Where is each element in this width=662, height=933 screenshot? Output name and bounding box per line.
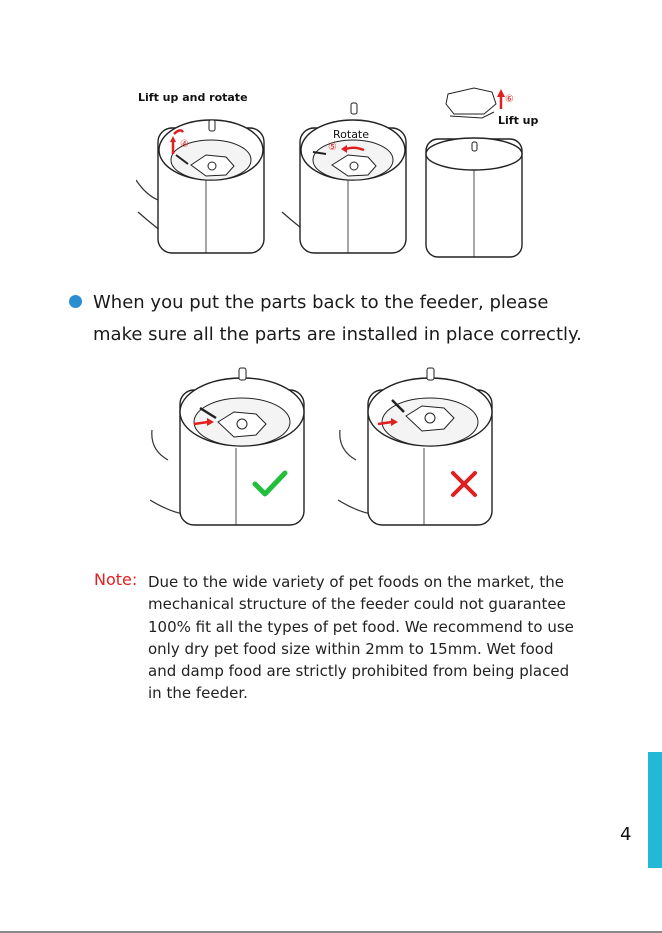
bullet-dot	[69, 295, 82, 308]
rotate-arrow-icon	[340, 142, 366, 156]
step-4-label: Lift up and rotate	[138, 91, 248, 104]
step-5-label: Rotate	[333, 128, 370, 141]
section-tab-bar	[648, 752, 662, 868]
step-4-number: ④	[180, 139, 189, 150]
page-number: 4	[620, 824, 632, 845]
note-text: Due to the wide variety of pet foods on the market, the mechanical structure of the feeder could not guarantee 100% fit all the types of pet food. We recommend to use only dry pet food size within 2mm to 15mm. Wet food and damp food are strictly prohibited from being placed in the feeder.	[148, 573, 574, 703]
feeder-step-4-illustration	[136, 100, 266, 260]
step-6-number: ⑥	[505, 94, 514, 105]
step-5-number: ⑤	[328, 142, 337, 153]
check-icon	[252, 470, 288, 498]
feeder-step-5-illustration	[280, 100, 410, 260]
note-label: Note:	[94, 570, 138, 589]
cross-icon	[450, 470, 478, 498]
correct-installation-illustration	[150, 360, 310, 530]
incorrect-installation-illustration	[338, 360, 498, 530]
feeder-step-6-illustration	[424, 84, 534, 264]
step-6-label: Lift up	[498, 114, 539, 127]
instruction-text: When you put the parts back to the feeder, please make sure all the parts are installed in place correctly.	[93, 292, 582, 345]
lift-up-arrow-icon	[497, 88, 505, 110]
